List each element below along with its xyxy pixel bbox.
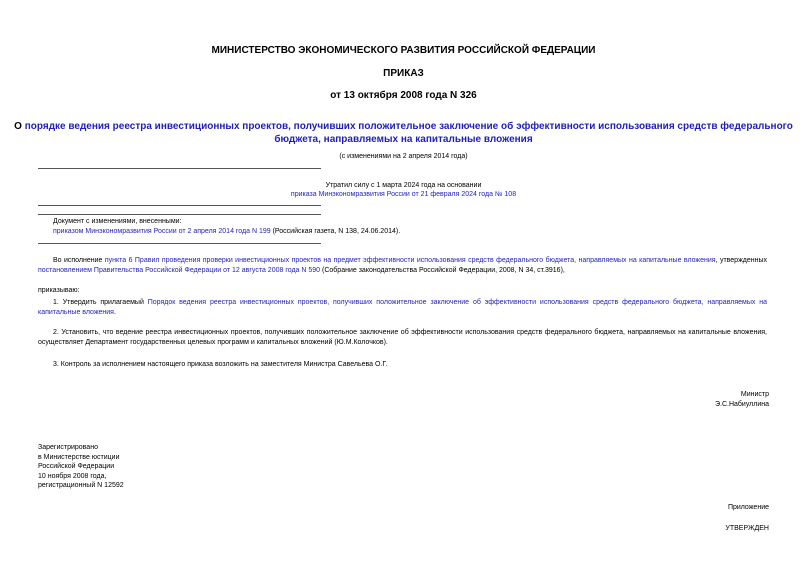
title-link-line1[interactable]: порядке ведения реестра инвестиционных проектов, получивших положительное заключение об эффективности использования средств федерального — [24, 121, 793, 132]
preamble-link-decree[interactable]: постановлением Правительства Российской Федерации от 12 августа 2008 года N 590 — [38, 266, 321, 274]
order-item-3: 3. Контроль за исполнением настоящего приказа возложить на заместителя Министра Савельева О.Г. — [53, 361, 388, 368]
registration-line-4: 10 ноября 2008 года, — [38, 472, 107, 480]
changes-label: Документ с изменениями, внесенными: — [53, 218, 182, 225]
divider-2 — [38, 205, 321, 206]
divider-3 — [38, 214, 321, 215]
item1-prefix: 1. Утвердить прилагаемый — [53, 299, 148, 306]
registration-line-5: регистрационный N 12592 — [38, 482, 124, 489]
signature-name: Э.С.Набиуллина — [714, 401, 769, 408]
order-word: приказываю: — [38, 287, 80, 294]
preamble-text-2: , утвержденных — [715, 257, 767, 264]
changes-link[interactable]: приказом Минэкономразвития России от 2 апреля 2014 года N 199 — [53, 228, 271, 235]
registration-line-3: Российской Федерации — [38, 463, 115, 470]
order-item-2: 2. Установить, что ведение реестра инвестиционных проектов, получивших положительное заключение об эффективности использования средств федерального бюджета, направляемых на капитальные вложения, осуществляет Департамент государственных целевых программ и капитальных вложений (Ю.М.Колочков). — [38, 329, 767, 346]
title-link-line2[interactable]: бюджета, направляемых на капитальные вложения — [274, 133, 533, 145]
registration-line-2: в Министерстве юстиции — [38, 453, 120, 461]
status-note: Утратил силу с 1 марта 2024 года на основании — [325, 182, 482, 189]
item1-link[interactable]: Порядок ведения реестра инвестиционных проектов, получивших положительное заключение об эффективности использования средств федерального бюджета, направляемых на капитальные вложения — [38, 299, 767, 316]
ministry-heading: МИНИСТЕРСТВО ЭКОНОМИЧЕСКОГО РАЗВИТИЯ РОССИЙСКОЙ ФЕДЕРАЦИИ — [211, 45, 596, 56]
status-note-link[interactable]: приказа Минэкономразвития России от 21 февраля 2024 года № 108 — [290, 191, 517, 198]
preamble-text-3: (Собрание законодательства Российской Федерации, 2008, N 34, ст.3916), — [320, 266, 565, 274]
preamble-text-1: Во исполнение — [53, 257, 105, 264]
divider-1 — [38, 168, 321, 169]
preamble-paragraph — [38, 256, 767, 275]
item1-suffix: . — [113, 308, 116, 316]
document-title — [0, 121, 807, 146]
order-item-1 — [38, 298, 767, 317]
changes-tail: (Российская газета, N 138, 24.06.2014). — [270, 228, 401, 235]
changes-reference — [53, 227, 400, 237]
preamble-link-rules[interactable]: пункта 6 Правил проведения проверки инвестиционных проектов на предмет эффективности использования средств федерального бюджета, направляемых на капитальные вложения — [104, 257, 716, 264]
changes-note: (с изменениями на 2 апреля 2014 года) — [339, 153, 468, 160]
registration-line-1: Зарегистрировано — [38, 444, 98, 451]
document-date-number: от 13 октября 2008 года N 326 — [330, 90, 477, 101]
registration-block — [38, 443, 124, 491]
signature-position: Министр — [740, 391, 769, 398]
approved-label: УТВЕРЖДЕН — [725, 525, 769, 532]
divider-4 — [38, 243, 321, 244]
appendix-label: Приложение — [727, 504, 769, 511]
document-type: ПРИКАЗ — [383, 68, 424, 79]
title-prefix: О — [14, 121, 25, 132]
